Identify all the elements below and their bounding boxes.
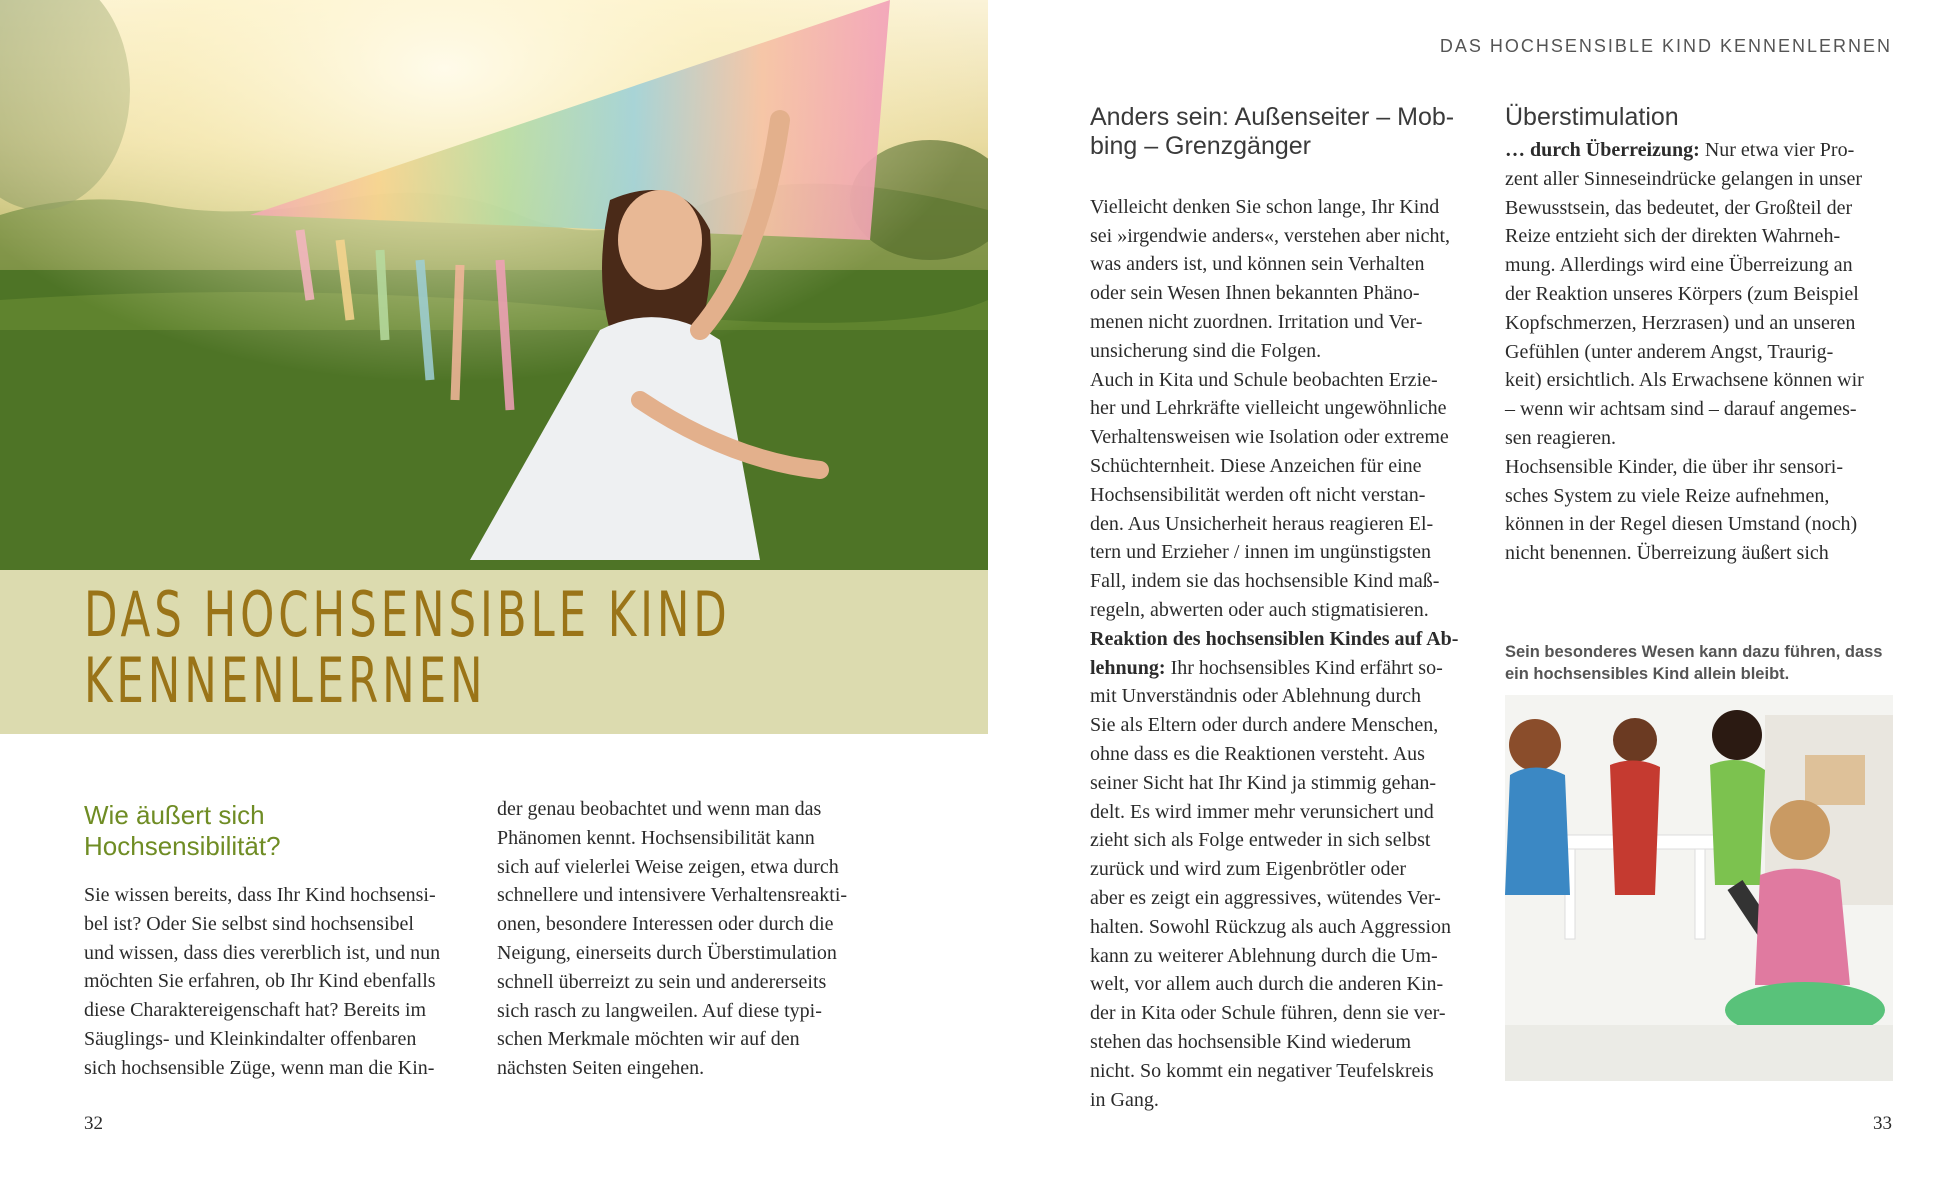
ueberstimulation-paragraph: Nur etwa vier Pro- zent aller Sinneseindrücke gelangen in unser Bewusstsein, das bedeutet, der Großteil der Reize entzieht sich der direkten Wahrneh- mung. Allerdings wird eine Überreizung an der Reaktion unseres Körpers (zum Beispiel Kopfschmerzen, Herzrasen) und an unseren Gefühlen (unter anderem Angst, Traurig- keit) ersichtlich. Als Erwachsene können wir – wenn wir achtsam sind – darauf angemes- sen reagieren. Hochsensible Kinder, die über ihr sensori- sches System zu viele Reize aufnehmen, können in der Regel diesen Umstand (noch) nicht benennen. Überreizung äußert sich <box>1505 139 1864 565</box>
body-column-2: der genau beobachtet und wenn man das Phänomen kennt. Hochsensibilität kann sich auf vielerlei Weise zeigen, etwa durch schnellere und intensivere Verhaltensreakti- onen, besondere Interessen oder durch die Neigung, einerseits durch Überstimulation schnell überreizt zu sein und andererseits sich rasch zu langweilen. Auf diese typi- schen Merkmale möchten wir auf den nächsten Seiten eingehen. <box>497 798 848 1080</box>
chapter-title-line-2: KENNENLERNEN <box>84 644 487 717</box>
page-number-left: 32 <box>84 1113 103 1134</box>
chapter-title-line-1: DAS HOCHSENSIBLE KIND <box>84 578 731 651</box>
section-heading-hochsensibilitaet: Wie äußert sich Hochsensibilität? <box>84 800 281 861</box>
photo-caption: Sein besonderes Wesen kann dazu führen, dass ein hochsensibles Kind allein bleibt. <box>1505 643 1883 683</box>
body-column-4 <box>1505 136 1905 568</box>
chapter-title-band <box>0 570 988 734</box>
reaktion-bold-lead: Reaktion des hochsensiblen Kindes auf Ab- lehnung: <box>1090 627 1459 679</box>
hero-photo-girl-with-kite <box>0 0 988 570</box>
chapter-title <box>84 578 731 717</box>
section-heading-ueberstimulation: Überstimulation <box>1505 103 1679 131</box>
photo-children-playing-girl-alone <box>1505 695 1893 1081</box>
reaktion-paragraph: Ihr hochsensibles Kind erfährt so- mit Unverständnis oder Ablehnung durch Sie als Eltern oder durch andere Menschen, ohne dass es die Reaktionen versteht. Aus seiner Sicht hat Ihr Kind ja stimmig gehan- delt. Es wird immer mehr verunsichert und zieht sich als Folge entweder in sich selbst zurück und wird zum Eigenbrötler oder aber es zeigt ein aggressives, wütendes Ver- halten. Sowohl Rückzug als auch Aggression kann zu weiterer Ablehnung durch die Um- welt, vor allem auch durch die anderen Kin- der in Kita oder Schule führen, denn sie ver- stehen das hochsensible Kind wiederum nicht. So kommt ein negativer Teufelskreis in Gang. <box>1090 656 1452 1111</box>
ueberreizung-bold-lead: … durch Überreizung: <box>1505 139 1700 161</box>
page-number-right: 33 <box>1873 1113 1892 1134</box>
section-heading-anders-sein: Anders sein: Außenseiter – Mob- bing – Grenzgänger <box>1090 103 1455 160</box>
body-column-1: Sie wissen bereits, dass Ihr Kind hochsensi- bel ist? Oder Sie selbst sind hochsensibel und wissen, dass dies vererblich ist, und nun möchten Sie erfahren, ob Ihr Kind ebenfalls diese Charaktereigenschaft hat? Bereits im Säuglings- und Kleinkindalter offenbaren sich hochsensible Züge, wenn man die Kin- <box>84 884 441 1079</box>
running-head: DAS HOCHSENSIBLE KIND KENNENLERNEN <box>1439 36 1892 56</box>
anders-sein-paragraph: Vielleicht denken Sie schon lange, Ihr Kind sei »irgendwie anders«, verstehen aber nicht, was anders ist, und können sein Verhalten oder sein Wesen Ihnen bekannten Phäno- menen nicht zuordnen. Irritation und Ver- unsicherung sind die Folgen. Auch in Kita und Schule beobachten Erzie- her und Lehrkräfte vielleicht ungewöhnliche Verhaltensweisen wie Isolation oder extreme Schüchternheit. Diese Anzeichen für eine Hochsensibilität werden oft nicht verstan- den. Aus Unsicherheit heraus reagieren El- tern und Erzieher / innen im ungünstigsten Fall, indem sie das hochsensible Kind maß- regeln, abwerten oder auch stigmatisieren. <box>1090 195 1451 621</box>
body-column-3 <box>1090 164 1490 1114</box>
